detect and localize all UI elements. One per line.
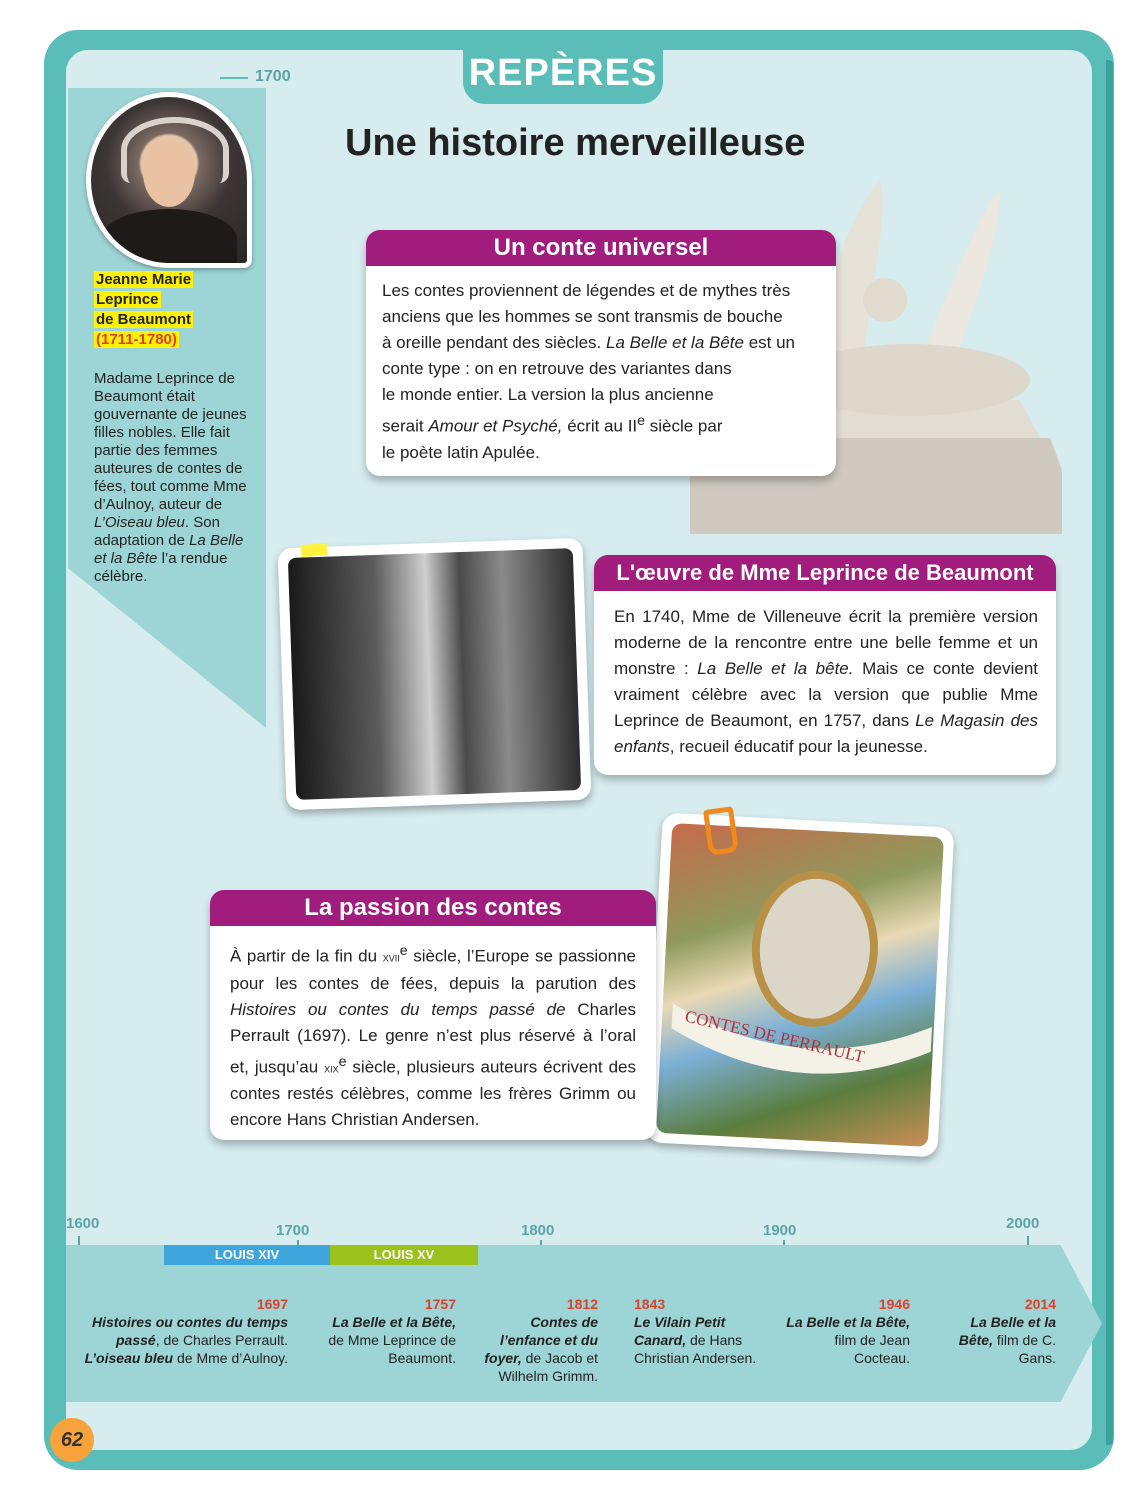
card-book-title: Histoires ou contes du temps passé de — [230, 999, 566, 1019]
event-title: Le Vilain Petit Canard, — [634, 1314, 726, 1348]
card-book-title: La Belle et la bête. — [697, 659, 854, 678]
timeline-event — [80, 1295, 288, 1367]
event-title: La Belle et la Bête, — [786, 1314, 910, 1330]
author-name — [94, 270, 193, 350]
card-book-title: Le Magasin des enfants — [614, 711, 1038, 756]
timeline-event — [476, 1295, 598, 1385]
film-still-image — [288, 548, 581, 800]
statue-wing — [920, 190, 1000, 370]
year-tick — [220, 77, 248, 79]
timeline-event — [782, 1295, 910, 1367]
bio-text: Madame Leprince de Beaumont était gouvernante de jeunes filles nobles. Elle fait partie des femmes auteures de contes de fées, tout comme Mme d’Aulnoy, auteur de — [94, 370, 247, 513]
event-detail: de Mme d’Aulnoy. — [176, 1350, 288, 1366]
card-text-line: écrit au II — [567, 416, 638, 436]
event-year: 2014 — [1024, 1296, 1056, 1312]
card-text-line: est un — [748, 333, 796, 352]
banner — [656, 823, 944, 1147]
event-year: 1812 — [566, 1296, 598, 1312]
author-name-line2: Leprince — [96, 291, 159, 308]
timeline-year: 2000 — [1006, 1215, 1040, 1232]
card-superscript: e — [399, 943, 408, 959]
card-text-part: , recueil éducatif pour la jeunesse. — [669, 737, 928, 756]
card-text-part: À partir de la fin du — [230, 946, 378, 966]
portrait-collar — [101, 209, 237, 268]
event-detail: de Jacob et Wilhelm Grimm. — [498, 1350, 598, 1384]
card-text-part: siècle, plusieurs auteurs écrivent des contes restés célèbres, comme les frères Grimm ou encore Hans Christian Andersen. — [230, 1057, 636, 1130]
bio-text: . Son adaptation de — [94, 514, 220, 549]
author-dates: (1711-1780) — [96, 331, 177, 348]
statue-head — [863, 278, 907, 322]
banner-text: CONTES DE PERRAULT — [683, 1006, 867, 1067]
timeline-event — [634, 1295, 774, 1367]
timeline-year: 1900 — [763, 1222, 797, 1239]
timeline-year: 1600 — [66, 1215, 100, 1232]
bio-book-title: L’Oiseau bleu — [94, 514, 185, 531]
card-text — [382, 278, 822, 466]
event-year: 1946 — [878, 1296, 910, 1312]
timeline-year: 1800 — [521, 1222, 555, 1239]
bio-text: l’a rendue célèbre. — [94, 550, 228, 585]
author-bio — [94, 370, 259, 586]
card-text — [614, 604, 1038, 760]
card-text — [230, 938, 636, 1133]
event-detail: de Hans Christian Andersen. — [634, 1332, 757, 1366]
card-heading: Un conte universel — [366, 230, 836, 266]
event-title: La Belle et la Bête, — [332, 1314, 456, 1330]
card-superscript: e — [338, 1053, 347, 1070]
timeline-event — [940, 1295, 1056, 1367]
event-title: La Belle et la Bête, — [958, 1314, 1056, 1348]
section-tab: REPÈRES — [463, 44, 663, 104]
card-text-line: à oreille pendant des siècles. — [382, 333, 602, 352]
event-detail: , de Charles Perrault. — [155, 1332, 288, 1348]
portrait-face — [143, 139, 195, 207]
card-book-title: Amour et Psyché, — [428, 416, 563, 436]
reign-louis-xv: LOUIS XV — [330, 1245, 478, 1265]
event-year: 1757 — [424, 1296, 456, 1312]
card-book-title: La Belle et la Bête — [605, 333, 744, 352]
event-detail: de Mme Leprince de Beaumont. — [328, 1332, 456, 1366]
event-detail: film de C. Gans. — [996, 1332, 1056, 1366]
card-text-line: le poète latin Apulée. — [382, 442, 540, 462]
card-text-line: Les contes proviennent de légendes et de mythes très — [382, 281, 791, 300]
author-name-line3: de Beaumont — [96, 311, 192, 328]
paper-clip — [703, 806, 739, 856]
card-superscript: e — [637, 413, 646, 429]
perrault-illustration — [646, 813, 955, 1158]
card-text-line: conte type : on en retrouve des variantes dans — [382, 359, 732, 378]
century-numeral: xvii — [382, 949, 400, 965]
card-text-part: siècle, l’Europe se passionne pour les contes de fées, depuis la parution des — [230, 946, 636, 993]
timeline-event — [318, 1295, 456, 1367]
event-detail: film de Jean Cocteau. — [834, 1332, 910, 1366]
event-title: L’oiseau bleu — [84, 1350, 174, 1366]
page-frame-edge — [1106, 60, 1113, 1445]
perrault-image — [656, 823, 944, 1147]
film-still-photo — [278, 538, 592, 810]
bio-book-title: La Belle et la Bête — [94, 532, 244, 567]
author-name-line1: Jeanne Marie — [96, 271, 192, 288]
card-text-line: serait — [382, 416, 424, 436]
event-title: Histoires ou contes du temps passé — [91, 1314, 288, 1348]
page-number: 62 — [50, 1418, 94, 1462]
card-text-line: anciens que les hommes se sont transmis de bouche — [382, 307, 783, 326]
event-title: Contes de l’enfance et du foyer, — [484, 1314, 598, 1366]
card-text-line: siècle par — [649, 416, 723, 436]
timeline-year: 1700 — [276, 1222, 310, 1239]
card-heading: La passion des contes — [210, 890, 656, 926]
author-portrait — [86, 92, 252, 268]
century-numeral: xix — [324, 1060, 339, 1076]
card-text-line: le monde entier. La version la plus ancienne — [382, 385, 714, 404]
reign-louis-xiv: LOUIS XIV — [164, 1245, 330, 1265]
event-year: 1697 — [256, 1296, 288, 1312]
card-text-part: Mais ce conte devient vraiment célèbre avec la version que publie Mme Leprince de Beaumont, en 1757, dans — [614, 659, 1039, 730]
sidebar-year-marker: 1700 — [255, 68, 291, 85]
event-year: 1843 — [634, 1296, 666, 1312]
page-title: Une histoire merveilleuse — [345, 122, 806, 164]
card-heading: L'œuvre de Mme Leprince de Beaumont — [594, 555, 1056, 591]
card-text-part: En 1740, Mme de Villeneuve écrit la première version moderne de la rencontre entre une belle femme et un monstre : — [614, 607, 1038, 678]
card-text-part: Charles Perrault (1697). Le genre n’est plus réservé à l’oral et, jusqu’au — [230, 999, 636, 1077]
